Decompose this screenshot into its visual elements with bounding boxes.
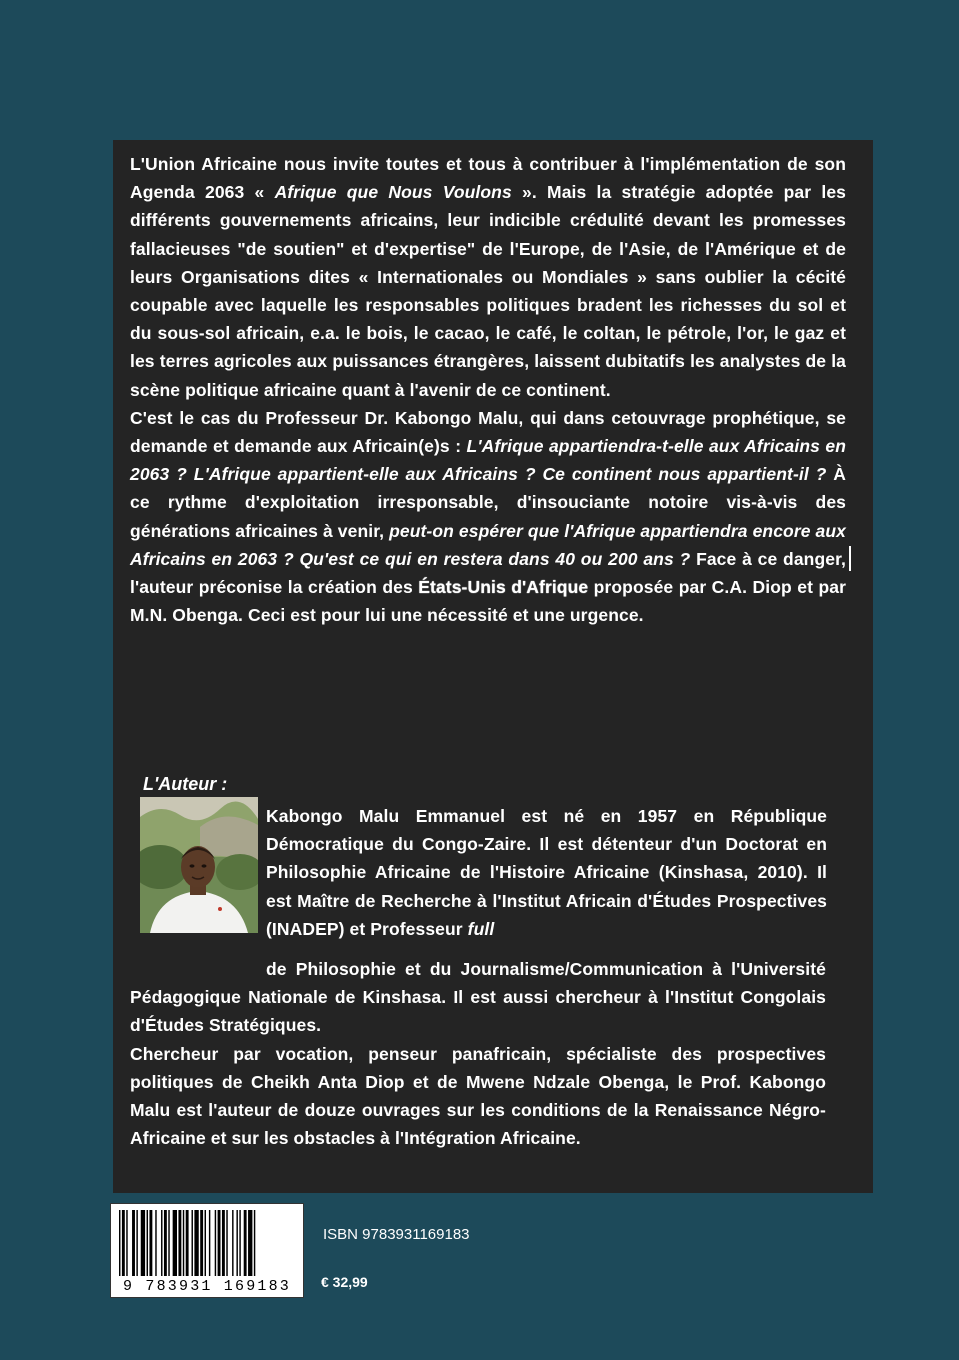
- barcode-bar: [254, 1210, 255, 1276]
- author-heading: L'Auteur :: [143, 774, 228, 794]
- blurb: [130, 150, 846, 629]
- isbn-label: ISBN 9783931169183: [323, 1226, 470, 1243]
- barcode-bar: [200, 1210, 203, 1276]
- barcode-bar: [192, 1210, 193, 1276]
- barcode-bar: [205, 1210, 206, 1276]
- barcode-bar: [119, 1210, 120, 1276]
- united-states-of-africa: États-Unis d'Afrique: [418, 577, 589, 598]
- barcode-bar: [222, 1210, 225, 1276]
- barcode-bar: [126, 1210, 127, 1276]
- barcode: [110, 1203, 304, 1298]
- barcode-bar: [209, 1210, 210, 1276]
- author-bio-rest: [130, 955, 826, 1152]
- barcode-bar: [178, 1210, 181, 1276]
- barcode-bar: [141, 1210, 145, 1276]
- barcode-bar: [186, 1210, 189, 1276]
- barcode-bar: [147, 1210, 148, 1276]
- barcode-bar: [194, 1210, 198, 1276]
- barcode-bar: [218, 1210, 221, 1276]
- barcode-bar: [244, 1210, 247, 1276]
- barcode-bar: [155, 1210, 156, 1276]
- barcode-bar: [236, 1210, 237, 1276]
- barcode-bar: [164, 1210, 167, 1276]
- barcode-bar: [136, 1210, 137, 1276]
- blurb-paragraph-1: L'Union Africaine nous invite toutes et tous à contribuer à l'implémentation de son Agenda 2063 « Afrique que Nous Voulons ». Mais la stratégie adoptée par les différents gouvernements africains, leur indicible crédulité devant les promesses fallacieuses "de soutien" et d'expertise" de l'Europe, de l'Asie, de l'Amérique et de leurs Organisations dites « Internationales ou Mondiales » sans oublier la cécité coupable avec laquelle les responsables politiques bradent les richesses du sol et du sous-sol africain, e.a. le bois, le cacao, le café, le coltan, le pétrole, l'or, le gaz et les terres agricoles aux puissances étrangères, laissent dubitatifs les analystes de la scène politique africaine quant à l'avenir de ce continent.: [130, 154, 846, 400]
- barcode-bar: [173, 1210, 177, 1276]
- barcode-digits: 9 783931 169183: [122, 1278, 292, 1295]
- barcode-bar: [122, 1210, 125, 1276]
- blurb-question-1: L'Afrique appartiendra-t-elle aux Africains en 2063 ? L'Afrique appartient-elle aux Africains ? Ce continent nous appartient-il ?: [130, 436, 847, 485]
- barcode-bar: [161, 1210, 162, 1276]
- price-label: € 32,99: [321, 1274, 368, 1290]
- back-cover-text-panel: [113, 140, 873, 1193]
- full-professor-italic: full: [467, 918, 495, 939]
- barcode-bar: [183, 1210, 184, 1276]
- barcode-bar: [232, 1210, 233, 1276]
- barcode-bar: [168, 1210, 169, 1276]
- barcode-bars: [111, 1204, 303, 1278]
- barcode-bar: [149, 1210, 152, 1276]
- author-bio-paragraph-2: Chercheur par vocation, penseur panafricain, spécialiste des prospectives politiques de Cheikh Anta Diop et de Mwene Ndzale Obenga, le Prof. Kabongo Malu est l'auteur de douze ouvrages sur les conditions de la Renaissance Négro-Africaine et sur les obstacles à l'Intégration Africaine.: [130, 1043, 826, 1149]
- text-cursor: [849, 546, 851, 571]
- blurb-paragraph-2: C'est le cas du Professeur Dr. Kabongo Malu, qui dans cetouvrage prophétique, se demande et demande aux Africain(e)s : L'Afrique appartiendra-t-elle aux Africains en 2063 ? L'Afrique appartient-elle aux Africains ? Ce continent nous appartient-il ? À ce rythme d'exploitation irresponsable, d'insouciante notoire vis-à-vis des générations africaines à venir, peut-on espérer que l'Afrique appartiendra encore aux Africains en 2063 ? Qu'est ce qui en restera dans 40 ou 200 ans ? Face à ce danger, l'auteur préconise la création des États-Unis d'Afrique proposée par C.A. Diop et par M.N. Obenga. Ceci est pour lui une nécessité et une urgence.: [130, 407, 847, 626]
- agenda-title: Afrique que Nous Voulons: [274, 182, 512, 203]
- barcode-bar: [132, 1210, 135, 1276]
- barcode-bar: [226, 1210, 227, 1276]
- author-bio-paragraph-1: de Philosophie et du Journalisme/Communication à l'Université Pédagogique Nationale de Kinshasa. Il est aussi chercheur à l'Institut Congolais d'Études Stratégiques.: [130, 959, 826, 1036]
- author-bio-top: Kabongo Malu Emmanuel est né en 1957 en République Démocratique du Congo-Zaire. Il est détenteur d'un Doctorat en Philosophie Africaine de l'Histoire Africaine (Kinshasa, 2010). Il est Maître de Recherche à l'Institut Africain d'Études Prospectives (INADEP) et Professeur full: [266, 806, 827, 939]
- barcode-bar: [239, 1210, 240, 1276]
- blurb-question-2: peut-on espérer que l'Afrique appartiendra encore aux Africains en 2063 ? Qu'est ce qui en restera dans 40 ou 200 ans ?: [130, 520, 846, 569]
- author-portrait-image: [140, 797, 258, 933]
- author-photo: [140, 797, 258, 933]
- barcode-bar: [215, 1210, 216, 1276]
- barcode-bar: [248, 1210, 252, 1276]
